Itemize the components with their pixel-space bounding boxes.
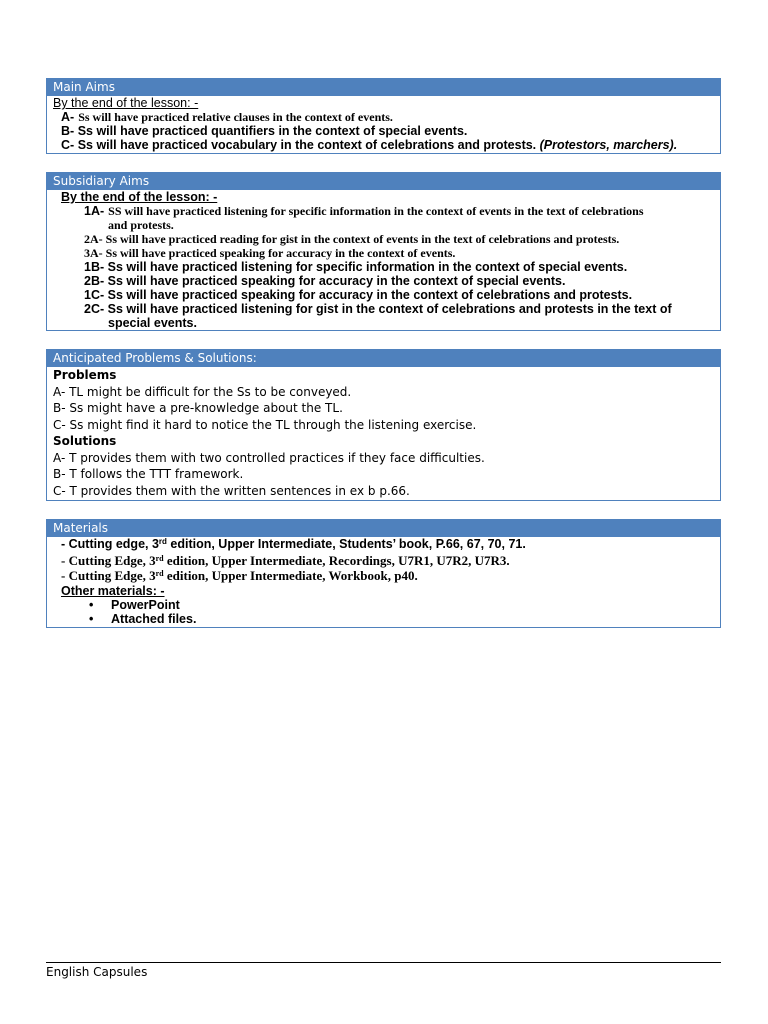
materials-section xyxy=(46,519,721,628)
other-materials-title: Other materials: - xyxy=(61,583,165,598)
bullet-icon: • xyxy=(89,598,94,612)
sub-aim-1c: 1C- Ss will have practiced speaking for accuracy in the context of celebrations and protests. xyxy=(84,288,633,302)
sub-aim-3a: 3A- Ss will have practiced speaking for accuracy in the context of events. xyxy=(84,246,456,260)
other-material-powerpoint: • PowerPoint xyxy=(89,598,180,612)
sub-aim-2c-cont: special events. xyxy=(108,316,197,330)
problems-title: Problems xyxy=(53,368,117,382)
main-aim-c: C- Ss will have practiced vocabulary in the context of celebrations and protests. (Protestors, marchers). xyxy=(61,138,678,152)
bullet-icon: • xyxy=(89,611,94,626)
footer-divider xyxy=(46,962,721,963)
solution-a: A- T provides them with two controlled practices if they face difficulties. xyxy=(53,450,485,465)
footer-text: English Capsules xyxy=(46,965,148,979)
problems-header: Anticipated Problems & Solutions: xyxy=(47,350,720,367)
problem-b: B- Ss might have a pre-knowledge about the TL. xyxy=(53,401,343,415)
solutions-title: Solutions xyxy=(53,434,117,448)
main-aims-lead: By the end of the lesson: - xyxy=(53,96,199,110)
materials-header: Materials xyxy=(47,520,720,537)
material-students-book: - Cutting edge, 3rd edition, Upper Intermediate, Students’ book, P.66, 67, 70, 71. xyxy=(61,537,526,551)
sub-aim-1a: 1A- SS will have practiced listening for specific information in the context of events in the text of celebrations xyxy=(84,204,644,218)
sub-aim-1a-cont: and protests. xyxy=(108,218,174,232)
main-aims-header: Main Aims xyxy=(47,79,720,96)
other-material-attached-files: • Attached files. xyxy=(89,611,197,626)
main-aims-section xyxy=(46,78,721,154)
sub-aim-2b: 2B- Ss will have practiced speaking for accuracy in the context of special events. xyxy=(84,274,566,288)
material-workbook: - Cutting Edge, 3rd edition, Upper Intermediate, Workbook, p40. xyxy=(61,568,418,583)
subsidiary-aims-header: Subsidiary Aims xyxy=(47,173,720,190)
solution-c: C- T provides them with the written sentences in ex b p.66. xyxy=(53,483,410,498)
solution-b: B- T follows the TTT framework. xyxy=(53,467,244,481)
problem-c: C- Ss might find it hard to notice the TL through the listening exercise. xyxy=(53,417,477,432)
sub-aim-2a: 2A- Ss will have practiced reading for gist in the context of events in the text of celebrations and protests. xyxy=(84,232,620,246)
main-aim-b: B- Ss will have practiced quantifiers in the context of special events. xyxy=(61,124,468,138)
sub-aim-2c: 2C- Ss will have practiced listening for gist in the context of celebrations and protests in the text of xyxy=(84,302,672,316)
problems-section xyxy=(46,349,721,501)
main-aim-c-example: (Protestors, marchers). xyxy=(539,138,678,152)
problem-a: A- TL might be difficult for the Ss to be conveyed. xyxy=(53,384,352,399)
subsidiary-aims-section xyxy=(46,172,721,331)
sub-aim-1b: 1B- Ss will have practiced listening for specific information in the context of special events. xyxy=(84,260,628,274)
subsidiary-aims-lead: By the end of the lesson: - xyxy=(61,190,218,204)
main-aim-a: A- Ss will have practiced relative clauses in the context of events. xyxy=(61,110,393,124)
material-recordings: - Cutting Edge, 3rd edition, Upper Intermediate, Recordings, U7R1, U7R2, U7R3. xyxy=(61,552,510,568)
